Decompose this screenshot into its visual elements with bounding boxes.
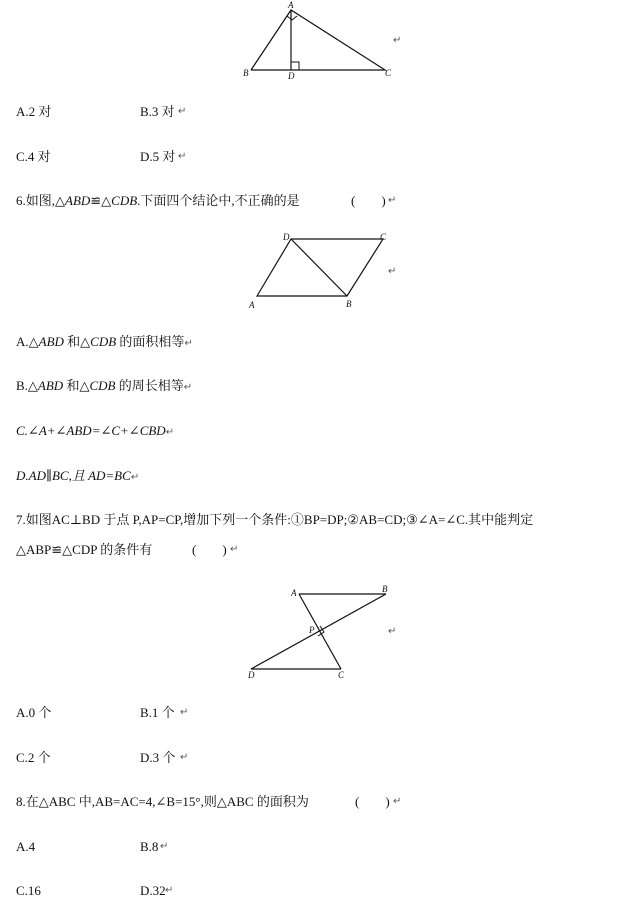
q6-d-text: D.AD∥BC,且 AD=BC — [16, 468, 131, 483]
label-C: C — [380, 232, 387, 242]
label-C: C — [338, 670, 345, 680]
label-C: C — [385, 68, 392, 78]
q5-option-c: C.4 对 — [16, 149, 51, 164]
q6-a-mid: 和△ — [63, 334, 91, 349]
q6-b-t1: ABD — [37, 378, 64, 393]
q6-option-d — [16, 468, 139, 486]
return-mark: ↵ — [180, 707, 189, 718]
q5-option-a: A.2 对 — [16, 104, 52, 119]
q6-question — [16, 193, 300, 209]
return-mark: ↵ — [165, 427, 175, 438]
label-B: B — [346, 299, 352, 309]
q6-b-prefix: B.△ — [16, 378, 38, 393]
q7-paren: ( ) — [192, 542, 227, 557]
q8-question: 8.在△ABC 中,AB=AC=4,∠B=15°,则△ABC 的面积为 — [16, 794, 309, 809]
q7-option-c: C.2 个 — [16, 750, 51, 765]
q6-num: 6.如图,△ — [16, 193, 65, 208]
label-D: D — [283, 232, 290, 242]
triangle-altitude-figure — [235, 0, 415, 82]
q6-paren: ( ) — [351, 193, 386, 208]
q6-option-c — [16, 423, 174, 441]
return-mark: ↵ — [130, 472, 140, 483]
q6-t4: .下面四个结论中,不正确的是 — [137, 193, 300, 208]
q6-a-prefix: A.△ — [16, 334, 39, 349]
q7-question-line2: △ABP≌△CDP 的条件有 — [16, 542, 153, 557]
q6-c-text: C.∠A+∠ABD=∠C+∠CBD — [16, 423, 166, 438]
label-A: A — [291, 588, 297, 598]
q6-option-a — [16, 334, 193, 352]
q6-t3: CDB — [111, 193, 138, 208]
return-mark: ↵ — [183, 382, 193, 393]
q5-option-b: B.3 对 — [140, 104, 175, 119]
q7-option-d: D.3 个 — [140, 750, 176, 765]
label-D: D — [248, 670, 255, 680]
q6-b-t2: CDB — [89, 378, 116, 393]
return-mark: ↵ — [165, 885, 174, 896]
return-mark: ↵ — [388, 195, 397, 206]
return-mark: ↵ — [180, 752, 189, 763]
q6-a-t2: CDB — [90, 334, 117, 349]
q7-question-line1: 7.如图AC⊥BD 于点 P,AP=CP,增加下列一个条件:①BP=DP;②AB=CD;③∠A=∠C.其中能判定 — [16, 512, 534, 527]
q8-option-b: B.8 — [140, 839, 159, 854]
q8-option-a: A.4 — [16, 839, 36, 854]
q5-option-d: D.5 对 — [140, 149, 176, 164]
return-mark: ↵ — [160, 841, 169, 852]
q6-b-mid: 和△ — [63, 378, 90, 393]
q6-b-suffix: 的周长相等 — [115, 378, 184, 393]
q6-t2: ≌△ — [90, 193, 112, 208]
q7-option-a: A.0 个 — [16, 705, 52, 720]
q7-option-b: B.1 个 — [140, 705, 175, 720]
q6-option-b — [16, 378, 192, 396]
label-B: B — [243, 68, 249, 78]
q8-option-c: C.16 — [16, 883, 41, 898]
label-P: P — [309, 625, 315, 635]
label-B: B — [382, 584, 388, 594]
q8-option-d: D.32 — [140, 883, 166, 898]
crossing-triangles-figure — [240, 582, 410, 682]
return-mark: ↵ — [178, 106, 187, 117]
q8-paren: ( ) — [355, 794, 390, 809]
return-mark: ↵ — [230, 544, 239, 555]
return-mark: ↵ — [393, 796, 402, 807]
return-mark: ↵ — [388, 626, 397, 637]
q6-a-t1: ABD — [38, 334, 64, 349]
label-D: D — [288, 71, 295, 81]
return-mark: ↵ — [184, 338, 193, 349]
label-A: A — [288, 0, 294, 10]
return-mark: ↵ — [388, 266, 397, 277]
return-mark: ↵ — [393, 35, 402, 46]
return-mark: ↵ — [178, 151, 187, 162]
q6-t1: ABD — [65, 193, 91, 208]
label-A: A — [249, 300, 255, 310]
q6-a-suffix: 的面积相等 — [116, 334, 185, 349]
